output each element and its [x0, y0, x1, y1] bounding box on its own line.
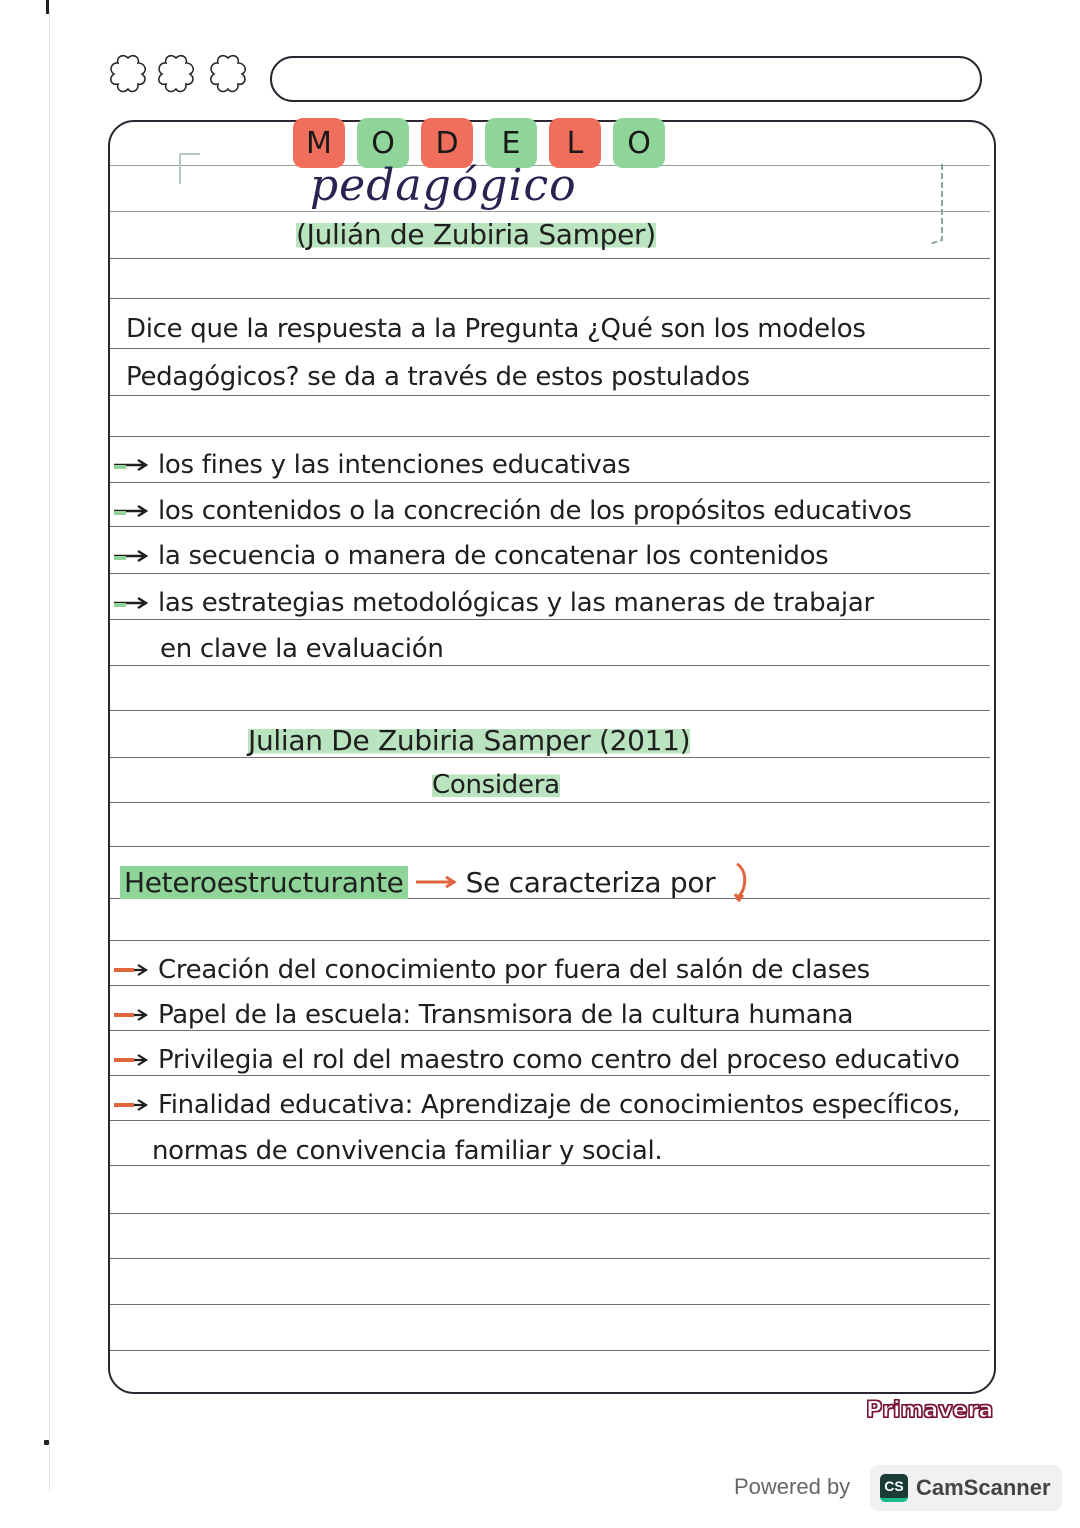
list-item-continuation: en clave la evaluación: [160, 634, 444, 664]
camscanner-logo-icon: CS: [880, 1474, 908, 1502]
list-item: las estrategias metodológicas y las maneras de trabajar: [112, 588, 874, 618]
model-name: Heteroestructurante: [120, 866, 408, 899]
powered-by-label: Powered by: [734, 1474, 851, 1499]
arrow-right-icon: [112, 596, 152, 610]
flower-icon: [154, 52, 198, 96]
intro-line-2: Pedagógicos? se da a través de estos postulados: [126, 362, 750, 392]
list-item: Creación del conocimiento por fuera del salón de clases: [112, 955, 870, 985]
title-letter-tile: E: [485, 118, 537, 168]
list-item: Papel de la escuela: Transmisora de la cultura humana: [112, 1000, 853, 1030]
camscanner-name: CamScanner: [916, 1475, 1051, 1500]
title-letter-tile: O: [357, 118, 409, 168]
pencil-bracket-mark: [920, 160, 950, 250]
intro-line-1: Dice que la respuesta a la Pregunta ¿Qué son los modelos: [126, 314, 866, 344]
list-item: la secuencia o manera de concatenar los contenidos: [112, 541, 828, 571]
notebook-brand-logo: Primavera: [866, 1398, 994, 1423]
list-item: Finalidad educativa: Aprendizaje de conocimientos específicos,: [112, 1090, 960, 1120]
title-letter-tile: M: [293, 118, 345, 168]
title-letter-tile: L: [549, 118, 601, 168]
section-subheading: Considera: [432, 770, 560, 800]
camscanner-badge: [870, 1465, 1062, 1511]
title-letter-tile: O: [613, 118, 665, 168]
scan-edge-dot: [44, 1440, 49, 1445]
model-heading-row: [120, 862, 755, 902]
arrow-right-icon: [112, 504, 152, 518]
arrow-right-icon: [112, 963, 152, 977]
list-item: Privilegia el rol del maestro como centro del proceso educativo: [112, 1045, 960, 1075]
list-item: los contenidos o la concreción de los propósitos educativos: [112, 496, 912, 526]
pencil-bracket-mark: [176, 150, 206, 190]
title-letter-tile: D: [421, 118, 473, 168]
arrow-right-icon: [112, 1008, 152, 1022]
bracket-arrow-icon: [731, 862, 755, 902]
arrow-right-icon: [112, 458, 152, 472]
empty-title-box: [270, 56, 982, 102]
list-item-continuation: normas de convivencia familiar y social.: [152, 1136, 663, 1166]
arrow-right-icon: [112, 549, 152, 563]
arrow-right-icon: [112, 1053, 152, 1067]
list-item: los fines y las intenciones educativas: [112, 450, 630, 480]
page-subtitle: pedagógico: [310, 160, 577, 211]
author-line: (Julián de Zubiria Samper): [296, 218, 656, 251]
model-connector: Se caracteriza por: [465, 865, 716, 899]
flower-icon: [206, 52, 250, 96]
section-heading: Julian De Zubiria Samper (2011): [248, 724, 691, 757]
arrow-right-icon: [414, 875, 460, 889]
arrow-right-icon: [112, 1098, 152, 1112]
flower-icon: [106, 52, 150, 96]
scan-edge-line: [49, 10, 50, 1490]
